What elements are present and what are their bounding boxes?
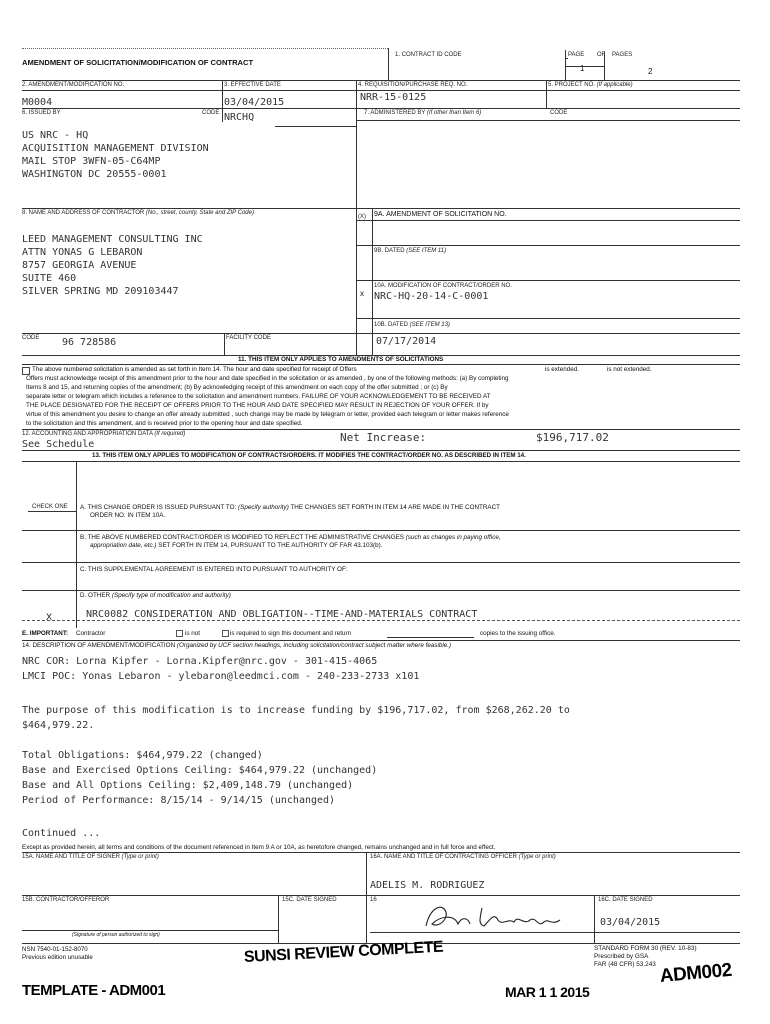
amendment-no-label: 2. AMENDMENT/MODIFICATION NO. [22, 82, 125, 88]
contractor-line-4: SUITE 460 [22, 273, 77, 284]
rule [22, 80, 740, 81]
contract-id-code-label: 1. CONTRACT ID CODE [395, 52, 462, 58]
description-line-2: LMCI POC: Yonas Lebaron - ylebaron@leedmci.com - 240-233-2733 x101 [22, 671, 420, 682]
rule [356, 245, 740, 246]
dated-9b-label [374, 248, 446, 254]
contractor-line-2: ATTN YONAS G LEBARON [22, 247, 143, 258]
rule [356, 120, 740, 121]
important-is-not: is not [185, 630, 201, 637]
page-number: 1 [580, 64, 585, 73]
rule [22, 108, 740, 109]
officer-16a-label-text: 16A. NAME AND TITLE OF CONTRACTING OFFICER [370, 854, 517, 860]
dated-9b-note: (SEE ITEM 11) [406, 248, 447, 254]
description-line-7: Total Obligations: $464,979.22 (changed) [22, 750, 263, 761]
item11-text-7: to the solicitation and this amendment, and is received prior to the opening hour and date specified. [26, 420, 303, 427]
rule [594, 895, 595, 943]
rule [356, 318, 740, 319]
sig-person-note: (Signature of person authorized to sign) [72, 932, 160, 938]
rule [22, 90, 740, 91]
sunsi-review-stamp: SUNSI REVIEW COMPLETE [243, 938, 444, 966]
usa-16b-label: 16 [370, 897, 377, 903]
mod-contract-no: NRC-HQ-20-14-C-0001 [374, 291, 489, 302]
description-line-10: Period of Performance: 8/15/14 - 9/14/15 (unchanged) [22, 795, 336, 806]
signer-15a-label-text: 15A. NAME AND TITLE OF SIGNER [22, 854, 120, 860]
item11-extended: is extended. [545, 366, 579, 373]
sf-line-3: FAR (48 CFR) 53.243 [594, 961, 656, 968]
rule [22, 48, 388, 49]
contractor-label-note: (No., street, county, State and ZIP Code) [145, 210, 254, 216]
date-16c: 03/04/2015 [600, 917, 661, 928]
rule [224, 333, 225, 355]
requisition-no: NRR-15-0125 [360, 92, 427, 103]
issued-by-line-3: MAIL STOP 3WFN-05-C64MP [22, 156, 161, 167]
item13a-note: (Specify authority) [238, 504, 289, 511]
issued-by-code-label: CODE [202, 110, 220, 116]
accounting-value: See Schedule [22, 439, 95, 450]
rule [22, 364, 740, 365]
administered-by-label [364, 110, 481, 116]
signer-15a-note: (Type or print) [121, 854, 159, 860]
officer-16a-label [370, 854, 556, 860]
accounting-label-text: 12. ACCOUNTING AND APPROPRIATION DATA [22, 431, 153, 437]
sf-line-2: Prescribed by GSA [594, 953, 649, 960]
rule [366, 852, 367, 944]
effective-date-label: 3. EFFECTIVE DATE [224, 82, 281, 88]
accounting-note: (If required) [154, 431, 186, 437]
contractor-line-5: SILVER SPRING MD 209103447 [22, 286, 179, 297]
item11-text-3: Items 8 and 15, and returning copies of the amendment; (b) By acknowledging receipt of this amendment on each copy of the offer submitted ; or (c) By [26, 384, 448, 391]
item11-not-extended: is not extended. [607, 366, 652, 373]
important-contractor: Contractor [76, 630, 106, 637]
form-title: AMENDMENT OF SOLICITATION/MODIFICATION OF CONTRACT [22, 58, 254, 67]
item11-text-4: separate letter or telegram which includes a reference to the solicitation and amendment numbers. FAILURE OF YOUR ACKNOWLEDGEMENT TO BE RECEIVED AT [26, 393, 491, 400]
officer-16a-note: (Type or print) [518, 854, 556, 860]
contractor-label [22, 210, 254, 216]
rule [22, 895, 740, 896]
contractor-line-1: LEED MANAGEMENT CONSULTING INC [22, 234, 203, 245]
project-no-label [548, 82, 633, 88]
description-line-8: Base and Exercised Options Ceiling: $464,979.22 (unchanged) [22, 765, 378, 776]
contracting-officer-signature [420, 898, 570, 934]
date-16c-label: 16C. DATE SIGNED [598, 897, 653, 903]
rule [28, 511, 76, 512]
issued-by-line-1: US NRC - HQ [22, 130, 89, 141]
officer-name: ADELIS M. RODRIGUEZ [370, 880, 485, 891]
item11-header: 11. THIS ITEM ONLY APPLIES TO AMENDMENTS OF SOLICITATIONS [238, 356, 444, 363]
issued-by-label: 6. ISSUED BY [22, 110, 61, 116]
page-total: 2 [648, 67, 653, 76]
item13d-value: NRC0082 CONSIDERATION AND OBLIGATION--TIME-AND-MATERIALS CONTRACT [86, 609, 478, 620]
item13a-text-main: A. THIS CHANGE ORDER IS ISSUED PURSUANT TO: [80, 504, 237, 511]
rule [356, 108, 357, 208]
rule [22, 429, 740, 430]
description-line-5: $464,979.22. [22, 720, 95, 731]
item13a-text-2: THE CHANGES SET FORTH IN ITEM 14 ARE MADE IN THE CONTRACT [290, 504, 501, 511]
rule [387, 637, 474, 638]
amendment-no: M0004 [22, 97, 53, 108]
important-is-box[interactable] [222, 630, 229, 637]
item13c-text: C. THIS SUPPLEMENTAL AGREEMENT IS ENTERED INTO PURSUANT TO AUTHORITY OF: [80, 566, 348, 573]
net-increase-label: Net Increase: [340, 431, 427, 444]
item13b-text [80, 534, 501, 541]
sf-line-1: STANDARD FORM 30 (REV. 10-83) [594, 945, 697, 952]
rule [22, 590, 740, 591]
administered-by-note: (If other than Item 6) [426, 110, 482, 116]
rule [22, 450, 740, 451]
rule [356, 80, 357, 108]
item11-check-box[interactable] [22, 367, 30, 375]
date-stamp: MAR 1 1 2015 [505, 984, 590, 1000]
item13d-mark: X [46, 612, 53, 622]
item13b-note: (such as changes in paying office, [405, 534, 501, 541]
item14-label-text: 14. DESCRIPTION OF AMENDMENT/MODIFICATION [22, 642, 176, 649]
date-15c-label: 15C. DATE SIGNED [282, 897, 337, 903]
project-no-note: (If applicable) [596, 82, 633, 88]
rule [604, 52, 605, 80]
important-is-not-box[interactable] [176, 630, 183, 637]
item13a-text-3: ORDER NO. IN ITEM 10A. [90, 512, 166, 519]
item14-label [22, 642, 451, 649]
important-label: E. IMPORTANT: [22, 630, 69, 637]
rule [22, 562, 740, 563]
rule [566, 58, 568, 59]
check-one-label: CHECK ONE [32, 504, 68, 510]
project-no-label-text: 5. PROJECT NO. [548, 82, 595, 88]
signer-15a-label [22, 854, 159, 860]
description-line-4: The purpose of this modification is to increase funding by $196,717.02, from $268,262.20 to [22, 705, 570, 716]
description-line-12: Continued ... [22, 828, 101, 839]
item13b-text-3: SET FORTH IN ITEM 14, PURSUANT TO THE AUTHORITY OF FAR 43.103(b). [158, 542, 383, 549]
rule [278, 895, 279, 943]
item11-text-2: Offers must acknowledge receipt of this amendment prior to the hour and date specified in the solicitation or as amended , by one of the following methods: (a) By completing [26, 375, 509, 382]
page-label: PAGE [568, 52, 585, 58]
important-is: is required to sign this document and return [230, 630, 352, 637]
rule [22, 620, 740, 621]
item13d-text [80, 592, 231, 599]
rule [356, 220, 740, 221]
administered-by-code-label: CODE [550, 110, 568, 116]
rule [565, 50, 566, 80]
description-line-1: NRC COR: Lorna Kipfer - Lorna.Kipfer@nrc.gov - 301-415-4065 [22, 656, 378, 667]
rule [546, 80, 547, 108]
rule [356, 208, 357, 355]
item13b-text-main: B. THE ABOVE NUMBERED CONTRACT/ORDER IS MODIFIED TO REFLECT THE ADMINISTRATIVE CHANGES [80, 534, 404, 541]
item13d-text-main: D. OTHER [80, 592, 111, 599]
rule [356, 280, 740, 281]
rule [372, 208, 373, 355]
item11-text-1: The above numbered solicitation is amended as set forth in Item 14. The hour and date specified for receipt of Offers [32, 366, 357, 373]
rule [76, 461, 77, 628]
requisition-no-label: 4. REQUISITION/PURCHASE REQ. NO. [358, 82, 468, 88]
issued-by-line-2: ACQUISITION MANAGEMENT DIVISION [22, 143, 209, 154]
description-line-9: Base and All Options Ceiling: $2,409,148.79 (unchanged) [22, 780, 354, 791]
nsn-line-1: NSN 7540-01-152-8070 [22, 946, 88, 953]
contractor-15b-label: 15B. CONTRACTOR/OFFEROR [22, 897, 110, 903]
rule [22, 530, 740, 531]
template-stamp: TEMPLATE - ADM001 [22, 982, 166, 999]
item13-header: 13. THIS ITEM ONLY APPLIES TO MODIFICATION OF CONTRACTS/ORDERS. IT MODIFIES THE CONTRACT/ORDER NO. AS DESCRIBED IN ITEM 14. [92, 452, 526, 459]
contractor-label-text: 8. NAME AND ADDRESS OF CONTRACTOR [22, 210, 145, 216]
dated-10b-label [374, 322, 450, 328]
adm-stamp: ADM002 [659, 959, 733, 987]
item14-note: (Organized by UCF section headings, including solicitation/contract subject matter where feasible.) [176, 642, 452, 649]
pages-label: PAGES [612, 52, 633, 58]
item11-text-6: virtue of this amendment you desire to change an offer already submitted , such change may be made by telegram or letter, provided each telegram or letter makes reference [26, 411, 509, 418]
item11-text-5: THE PLACE DESIGNATED FOR THE RECEIPT OF OFFERS PRIOR TO THE HOUR AND DATE SPECIFIED MAY RESULT IN REJECTION OF YOUR OFFER. If by [26, 402, 489, 409]
issued-by-line-4: WASHINGTON DC 20555-0001 [22, 169, 167, 180]
dated-10b-note: (SEE ITEM 13) [409, 322, 450, 328]
dated-9b-label-text: 9B. DATED [374, 248, 405, 254]
issued-by-code: NRCHQ [224, 112, 255, 123]
contractor-code-label: CODE [22, 335, 40, 341]
amendment-solicitation-label: 9A. AMENDMENT OF SOLICITATION NO. [374, 211, 507, 218]
mod-contract-label: 10A. MODIFICATION OF CONTRACT/ORDER NO. [374, 283, 512, 289]
dated-10b: 07/17/2014 [376, 336, 437, 347]
rule [22, 208, 740, 209]
nsn-line-2: Previous edition unusable [22, 954, 93, 961]
rule [22, 640, 740, 641]
signature-stroke [480, 908, 560, 926]
signature-stroke [426, 907, 470, 926]
of-label: OF [597, 52, 606, 58]
item13b-text-2a: appropriation date, etc.) [90, 542, 157, 549]
contractor-code: 96 728586 [62, 337, 117, 348]
item13a-text [80, 504, 500, 511]
mark-column-label: (X) [358, 214, 366, 220]
item13d-note: (Specify type of modification and authority) [111, 592, 231, 599]
rule [22, 852, 740, 853]
facility-code-label: FACILITY CODE [226, 335, 271, 341]
item13b-text-2 [90, 542, 382, 549]
contractor-line-3: 8757 GEORGIA AVENUE [22, 260, 137, 271]
rule [22, 930, 278, 931]
rule [222, 80, 223, 122]
mod-contract-mark: x [360, 289, 364, 298]
important-copies: copies to the issuing office. [480, 630, 556, 637]
rule [275, 126, 356, 127]
except-text: Except as provided herein, all terms and conditions of the document referenced in Item 9 A or 10A, as heretofore changed, remains unchanged and in full force and effect. [22, 844, 496, 851]
dated-10b-label-text: 10B. DATED [374, 322, 408, 328]
accounting-label [22, 431, 185, 437]
rule [22, 461, 740, 462]
rule [566, 66, 604, 67]
net-increase-value: $196,717.02 [536, 431, 609, 444]
rule [22, 333, 740, 334]
rule [388, 48, 389, 80]
effective-date: 03/04/2015 [224, 97, 285, 108]
administered-by-label-text: 7. ADMINISTERED BY [364, 110, 426, 116]
